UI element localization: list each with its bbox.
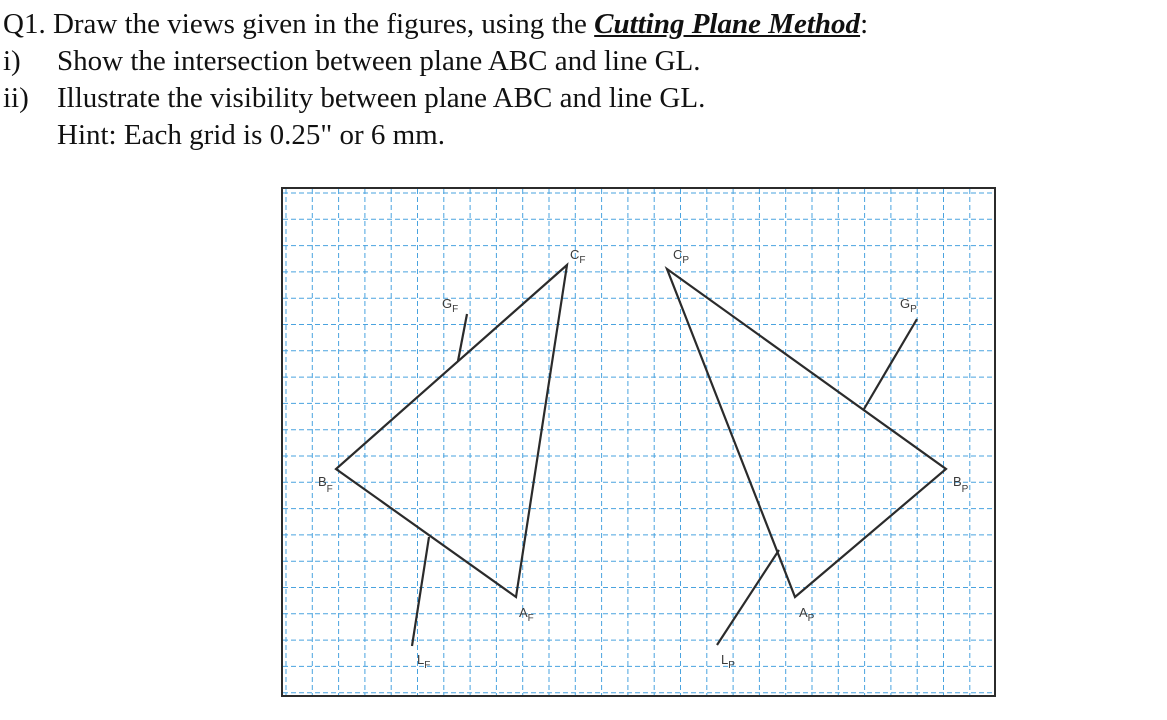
label-c-profile: $C_P$	[673, 247, 690, 266]
label-b-profile: $B_P$	[953, 474, 969, 495]
item-1	[3, 43, 868, 80]
title-colon: :	[860, 8, 869, 40]
drawing-figure	[281, 187, 996, 697]
hint-text: Hint: Each grid is 0.25" or 6 mm.	[57, 119, 445, 151]
plane-abc-profile	[667, 269, 946, 597]
line-gl-profile-lower	[717, 550, 779, 645]
drawing-canvas	[283, 189, 996, 697]
grid-lines	[283, 189, 996, 697]
label-l-front: $L_F$	[417, 652, 431, 671]
label-g-front: $G_F$	[442, 296, 459, 315]
label-g-profile: $G_P$	[900, 296, 917, 315]
question-title	[3, 6, 868, 43]
label-l-profile: $L_P$	[721, 652, 735, 671]
item-2-label: ii)	[3, 82, 29, 114]
item-2	[3, 80, 868, 117]
profile-view	[667, 269, 946, 645]
item-1-text: Show the intersection between plane ABC and line GL.	[57, 45, 701, 77]
label-a-front: $A_F$	[519, 605, 534, 624]
line-gl-profile-upper	[864, 319, 917, 409]
label-a-profile: $A_P$	[799, 605, 815, 624]
question-block	[3, 6, 868, 154]
method-name: Cutting Plane Method	[594, 8, 861, 40]
line-gl-front-lower	[412, 537, 429, 646]
question-intro: Q1. Draw the views given in the figures, using the	[3, 8, 595, 40]
item-1-label: i)	[3, 45, 21, 77]
label-c-front: $C_F$	[570, 247, 586, 266]
item-2-text: Illustrate the visibility between plane ABC and line GL.	[57, 82, 706, 114]
label-b-front: $B_F$	[318, 474, 333, 495]
